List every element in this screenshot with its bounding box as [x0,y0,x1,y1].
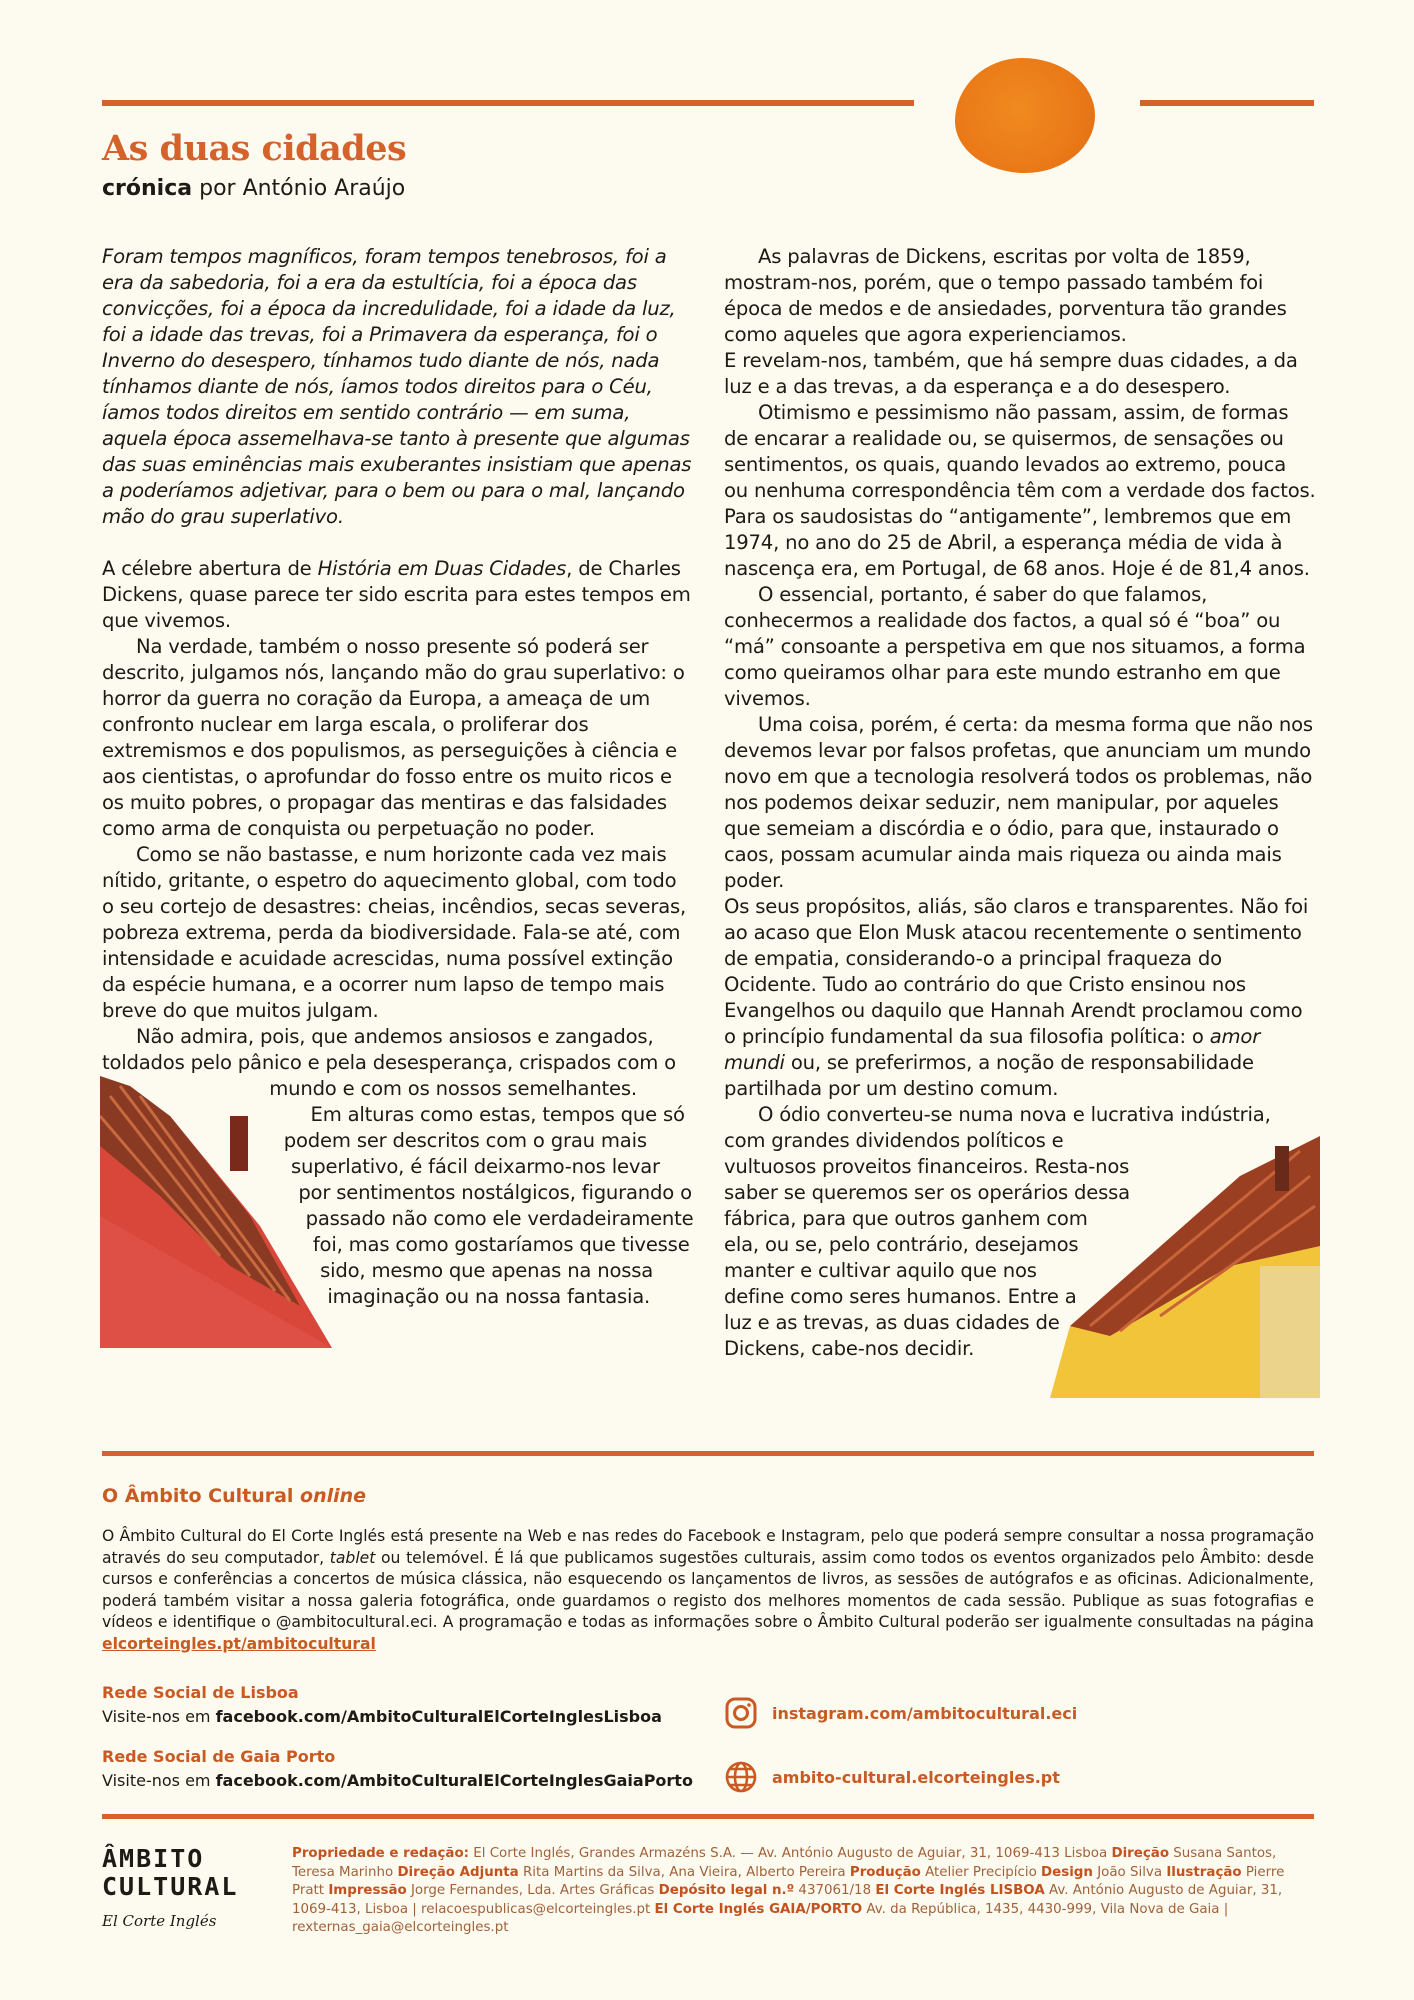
lisboa-facebook: Visite-nos em facebook.com/AmbitoCulturalElCorteInglesLisboa [102,1707,662,1726]
paragraph: Na verdade, também o nosso presente só poderá ser descrito, julgamos nós, lançando mão do grau superlativo: o horror da guerra no coração da Europa, a ameaça de um confronto nuclear em larga escala, o proliferar dos extremismos e dos populismos, as perseguições à ciência e aos cientistas, o aprofundar do fosso entre os muito ricos e os muito pobres, o propagar das mentiras e das falsidades como arma de conquista ou perpetuação no poder. [102,635,685,840]
credit-label: Design [1041,1864,1093,1880]
article-byline [102,176,405,201]
article-column-right [724,244,1316,1398]
book-title: História em Duas Cidades [317,557,567,580]
top-rule-right [1140,100,1314,106]
ambito-cultural-logo: ÂMBITO CULTURAL [102,1844,239,1901]
credit-label: Direção Adjunta [397,1864,519,1880]
paragraph: Como se não bastasse, e num horizonte cada vez mais nítido, gritante, o espetro do aquecimento global, com todo o seu cortejo de desastres: cheias, incêndios, secas severas, pobreza extrema, perda da biodiversidade. Fala-se até, com intensidade e acuidade acrescidas, numa possível extinção da espécie humana, e a ocorrer num lapso de tempo mais breve do que muitos julgam. [102,843,687,1022]
online-section-body: O Âmbito Cultural do El Corte Inglés está presente na Web e nas redes do Facebook e Instagram, pelo que poderá sempre consultar a nossa programação através do seu computador, tablet ou telemóvel. É lá que publicamos sugestões culturais, assim como todos os eventos organizados pelo Âmbito: desde cursos e conferências a concertos de música clássica, não esquecendo os lançamentos de livros, as sessões de autógrafos e as oficinas. Adicionalmente, poderá também visitar a nossa galeria fotográfica, onde guardamos o registo dos melhores momentos de cada sessão. Publique as suas fotografias e vídeos e identifique o @ambitocultural.eci. A programação e todas as informações sobre o Âmbito Cultural poderão ser igualmente consultadas na página elcorteingles.pt/ambitocultural [102,1527,1314,1653]
credits [292,1845,1314,1938]
gaia-facebook: Visite-nos em facebook.com/AmbitoCulturalElCorteInglesGaiaPorto [102,1771,693,1790]
epigraph: Foram tempos magníficos, foram tempos tenebrosos, foi a era da sabedoria, foi a era da estultícia, foi a época das convicções, foi a época da incredulidade, foi a idade da luz, foi a idade das trevas, foi a Primavera da esperança, foi o Inverno do desespero, tínhamos tudo diante de nós, nada tínhamos diante de nós, íamos todos direitos para o Céu, íamos todos direitos em sentido contrário — em suma, aquela época assemelhava-se tanto à presente que algumas das suas eminências mais exuberantes insistiam que apenas a poderíamos adjetivar, para o bem ou para o mal, lançando mão do grau superlativo. [102,245,692,528]
credit-label: Produção [849,1864,921,1880]
credit-text: João Silva [1092,1864,1167,1880]
credit-text: Av. da República, 1435, 4430-999, Vila Nova de Gaia | rexternas_gaia@elcorteingles.pt [292,1901,1229,1935]
credit-label: Ilustração [1166,1864,1242,1880]
orange-sun-illustration [955,58,1095,173]
section-rule [102,1451,1314,1456]
website-link[interactable]: ambito-cultural.elcorteingles.pt [724,1760,1060,1794]
credit-text: Susana Santos, Teresa Marinho [292,1846,1277,1880]
paragraph: O ódio converteu-se numa nova e lucrativa indústria, com grandes dividendos políticos e vultuosos proveitos financeiros. Resta-nos saber se queremos ser os operários dessa fábrica, para que outros ganhem com ela, ou se, pelo contrário, desejamos manter e cultivar aquilo que nos define como seres humanos. Entre a luz e as trevas, as duas cidades de Dickens, cabe-nos decidir. [724,1102,1316,1362]
paragraph: E revelam-nos, também, que há sempre duas cidades, a da luz e a das trevas, a da esperança e a do desespero. [724,349,1298,398]
credit-text: Atelier Precipício [920,1864,1042,1880]
paragraph: O essencial, portanto, é saber do que falamos, conhecermos a realidade dos factos, a qual só é “boa” ou “má” consoante a perspetiva em que nos situamos, a forma como queiramos olhar para este mundo estranho em que vivemos. [724,583,1306,710]
instagram-link[interactable]: instagram.com/ambitocultural.eci [724,1696,1077,1730]
paragraph: As palavras de Dickens, escritas por volta de 1859, mostram-nos, porém, que o tempo passado também foi época de medos e de ansiedades, porventura tão grandes como aqueles que agora experienciamos. [724,245,1287,346]
credit-text: 437061/18 [794,1883,876,1898]
gaia-facebook-link[interactable]: facebook.com/AmbitoCulturalElCorteInglesGaiaPorto [215,1771,693,1790]
top-rule-left [102,100,914,106]
paragraph: Em alturas como estas, tempos que só podem ser descritos com o grau mais superlativo, é fácil deixarmo-nos levar por sentimentos nostálgicos, figurando o passado não como ele verdadeiramente foi, mas como gostaríamos que tivesse sido, mesmo que apenas na nossa imaginação ou na nossa fantasia. [283,1103,694,1308]
globe-icon [724,1760,758,1794]
paragraph: Os seus propósitos, aliás, são claros e transparentes. Não foi ao acaso que Elon Musk atacou recentemente o sentimento de empatia, considerando-o a principal fraqueza do Ocidente. Tudo ao contrário do que Cristo ensinou nos Evangelhos ou daquilo que Hannah Arendt proclamou como o princípio fundamental da sua filosofia política: o amor mundi ou, se preferirmos, a noção de responsabilidade partilhada por um destino comum. [724,895,1309,1100]
credit-label: El Corte Inglés GAIA/PORTO [654,1901,863,1917]
credit-text: Jorge Fernandes, Lda. Artes Gráficas [406,1883,659,1898]
credit-label: Depósito legal n.º [658,1883,795,1898]
article-title: As duas cidades [102,128,407,169]
lisboa-heading: Rede Social de Lisboa [102,1683,299,1702]
paragraph: A célebre abertura de História em Duas Cidades, de Charles Dickens, quase parece ter sido escrita para estes tempos em que vivemos. [102,557,691,632]
online-section-title: O Âmbito Cultural online [102,1485,367,1507]
credit-text: Rita Martins da Silva, Ana Vieira, Alberto Pereira [518,1864,850,1880]
credit-text: El Corte Inglés, Grandes Armazéns S.A. — Av. António Augusto de Aguiar, 31, 1069-413 Lisboa [469,1846,1112,1861]
credit-label: Direção [1111,1846,1170,1861]
credit-text: Av. António Augusto de Aguiar, 31, 1069-413, Lisboa | relacoespublicas@elcorteingles.pt [292,1883,1283,1917]
paragraph: Uma coisa, porém, é certa: da mesma forma que não nos devemos levar por falsos profetas, que anunciam um mundo novo em que a tecnologia resolverá todos os problemas, não nos podemos deixar seduzir, nem manipular, por aqueles que semeiam a discórdia e o ódio, para que, instaurado o caos, possam acumular ainda mais riqueza ou ainda mais poder. [724,713,1313,892]
footer-rule [102,1814,1314,1819]
lisboa-facebook-link[interactable]: facebook.com/AmbitoCulturalElCorteInglesLisboa [215,1707,662,1726]
author: por António Araújo [192,176,406,201]
el-corte-ingles-logo: El Corte Inglés [102,1912,217,1930]
ambito-cultural-link[interactable]: elcorteingles.pt/ambitocultural [102,1634,376,1653]
section-label: crónica [102,176,193,201]
red-house-illustration [100,1076,340,1348]
credit-label: El Corte Inglés LISBOA [875,1883,1045,1898]
credit-label: Propriedade e redação: [292,1846,470,1861]
paragraph: Otimismo e pessimismo não passam, assim, de formas de encarar a realidade ou, se quisermos, de sensações ou sentimentos, os quais, quando levados ao extremo, pouca ou nenhuma correspondência têm com a verdade dos factos. Para os saudosistas do “antigamente”, lembremos que em 1974, no ano do 25 de Abril, a esperança média de vida à nascença era, em Portugal, de 68 anos. Hoje é de 81,4 anos. [724,401,1316,580]
credit-label: Impressão [328,1883,407,1898]
credit-text: Pierre Pratt [292,1864,1285,1898]
instagram-icon [724,1696,758,1730]
yellow-house-illustration [1050,1136,1320,1398]
article-column-left [102,244,694,1348]
paragraph: Não admira, pois, que andemos ansiosos e zangados, toldados pelo pânico e pela desesperança, crispados com o mundo e com os nossos semelhantes. [102,1024,694,1102]
gaia-heading: Rede Social de Gaia Porto [102,1747,336,1766]
